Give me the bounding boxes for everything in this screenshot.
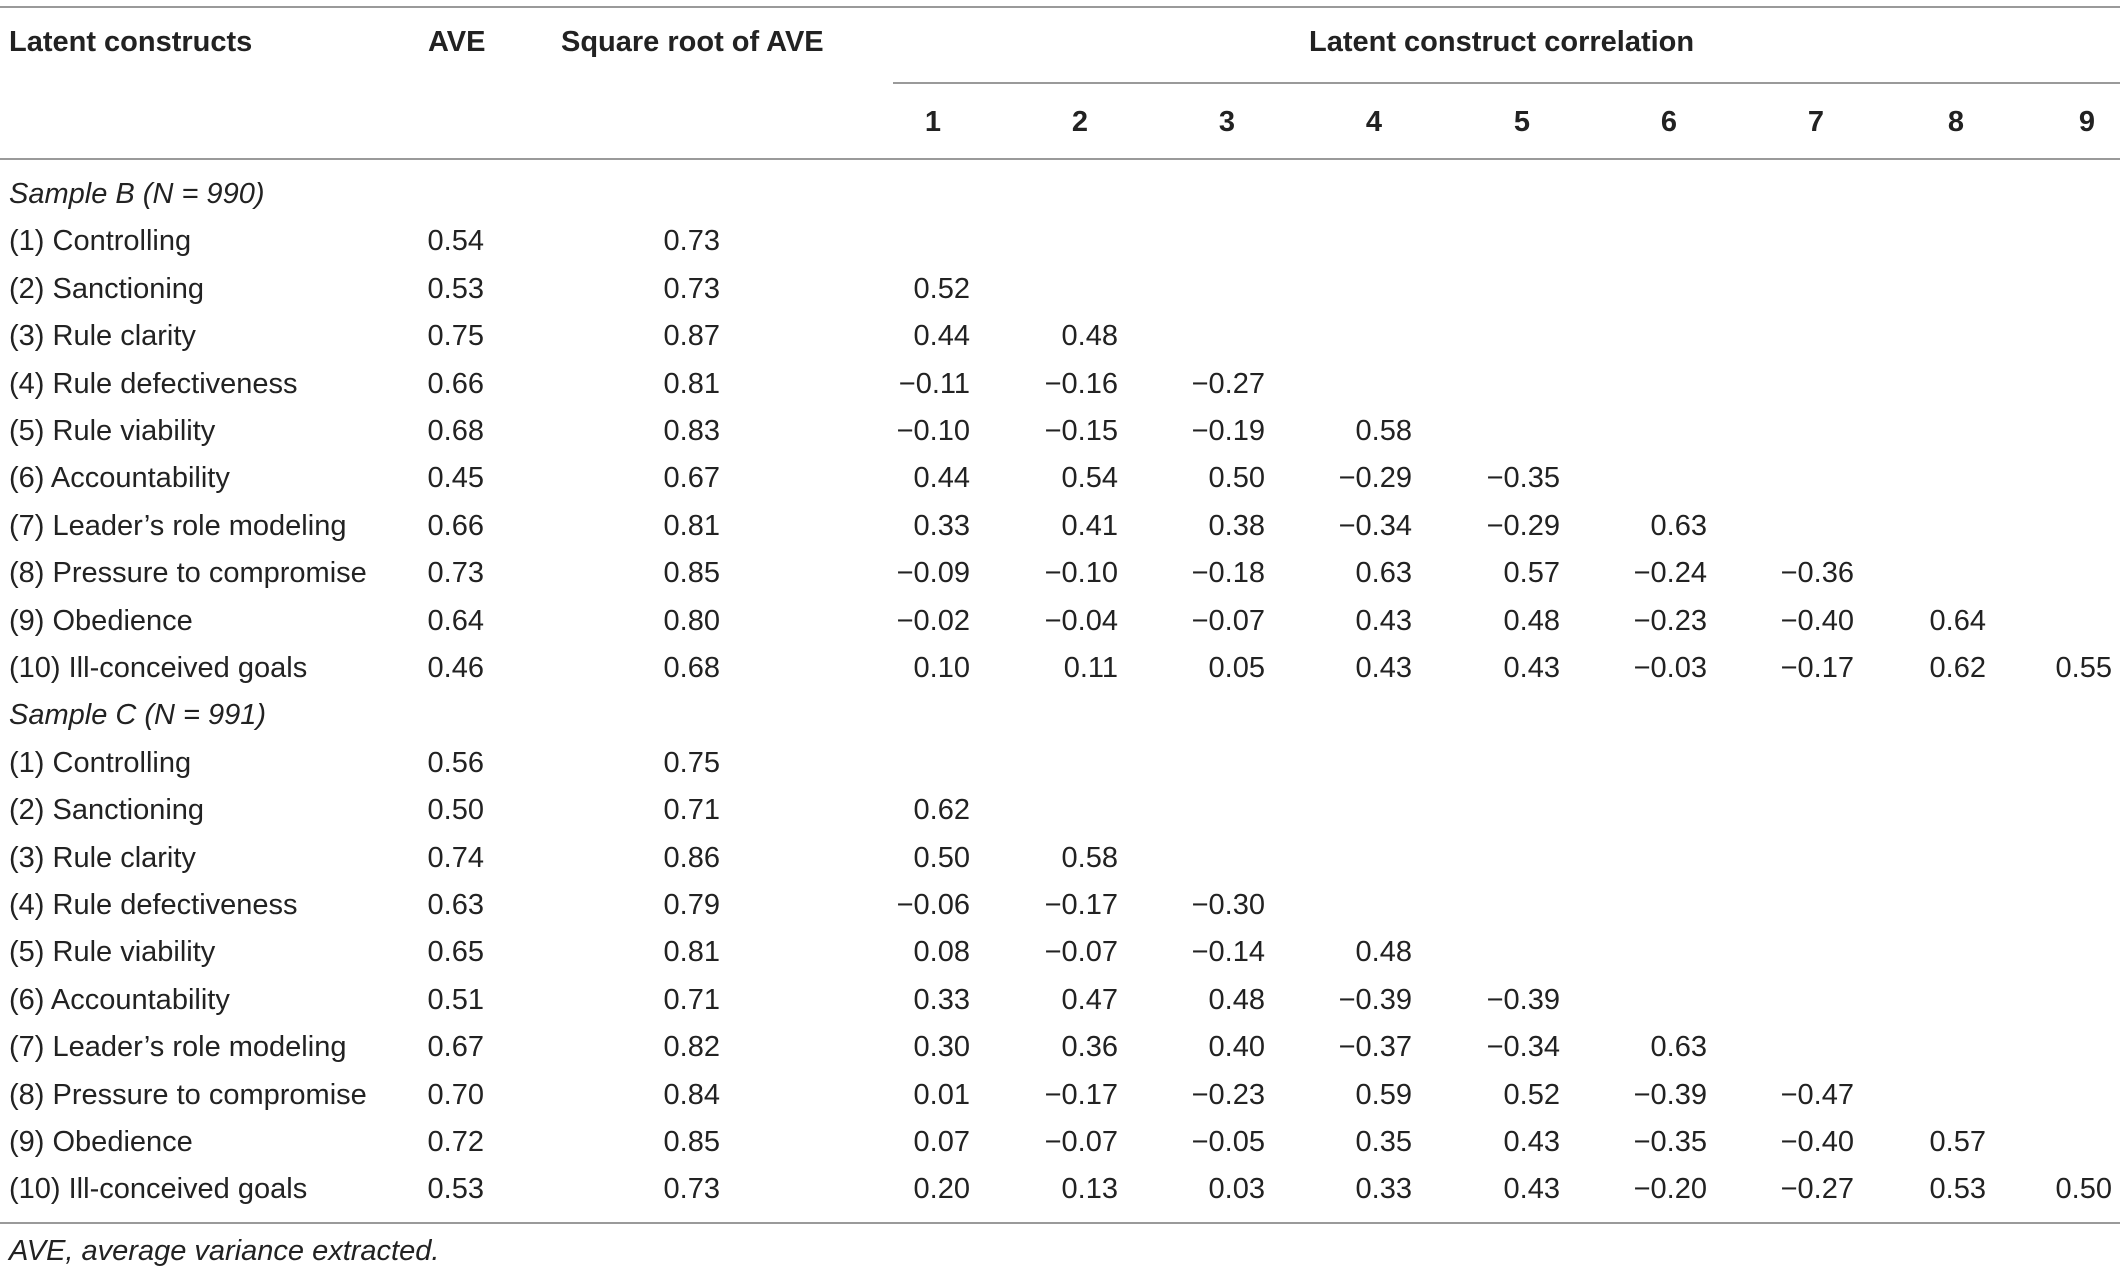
correlation-value: −0.35	[1633, 1126, 1707, 1158]
table-row	[0, 218, 2120, 265]
correlation-value: −0.07	[1044, 1126, 1118, 1158]
table-row	[0, 977, 2120, 1024]
correlation-value: 0.10	[913, 652, 970, 684]
correlation-value: −0.02	[896, 604, 970, 637]
ave-value: 0.63	[427, 889, 484, 921]
sqrt-ave-value: 0.81	[663, 936, 720, 969]
correlation-value: −0.19	[1191, 415, 1265, 447]
correlation-value: 0.52	[913, 272, 970, 305]
correlation-value: 0.62	[913, 794, 970, 827]
construct-label: (6) Accountability	[9, 462, 230, 495]
correlation-value: 0.08	[913, 936, 970, 969]
ave-value: 0.51	[427, 983, 484, 1016]
table-row	[0, 550, 2120, 597]
section-header-row	[0, 171, 2120, 218]
correlation-value: −0.36	[1780, 557, 1854, 590]
correlation-value: 0.57	[1929, 1126, 1986, 1158]
sqrt-ave-value: 0.68	[663, 652, 720, 684]
correlation-value: −0.27	[1780, 1173, 1854, 1206]
correlation-value: 0.54	[1061, 462, 1118, 495]
correlation-value: −0.10	[1044, 557, 1118, 590]
construct-label: (1) Controlling	[9, 746, 192, 779]
column-header-8: 8	[1947, 106, 1965, 138]
ave-value: 0.56	[427, 746, 484, 779]
correlation-value: −0.30	[1191, 889, 1265, 921]
ave-value: 0.46	[427, 652, 484, 684]
correlation-value: 0.50	[2055, 1173, 2112, 1206]
correlation-value: −0.09	[896, 557, 970, 590]
section-header-row	[0, 692, 2120, 739]
table-row	[0, 313, 2120, 360]
column-header-3: 3	[1218, 106, 1236, 138]
correlation-value: −0.17	[1044, 1078, 1118, 1111]
table-row	[0, 882, 2120, 929]
correlation-value: 0.57	[1503, 557, 1560, 590]
table-row	[0, 835, 2120, 882]
sqrt-ave-value: 0.73	[663, 225, 720, 258]
correlation-value: 0.11	[1063, 652, 1118, 684]
correlation-value: 0.58	[1355, 415, 1412, 447]
ave-value: 0.72	[427, 1126, 484, 1158]
construct-label: (9) Obedience	[9, 1126, 193, 1158]
construct-label: (8) Pressure to compromise	[9, 557, 367, 590]
correlation-value: −0.05	[1191, 1126, 1265, 1158]
column-header-6: 6	[1660, 106, 1678, 138]
top-rule	[0, 6, 2120, 8]
correlation-value: −0.04	[1044, 604, 1118, 637]
ave-value: 0.53	[427, 272, 484, 305]
construct-label: (4) Rule defectiveness	[9, 889, 298, 921]
correlation-value: 0.33	[913, 983, 970, 1016]
correlation-value: −0.06	[896, 889, 970, 921]
correlation-value: 0.33	[1355, 1173, 1412, 1206]
correlation-value: 0.03	[1208, 1173, 1265, 1206]
correlation-value: 0.48	[1503, 604, 1560, 637]
correlation-value: 0.64	[1929, 604, 1986, 637]
sqrt-ave-value: 0.87	[663, 320, 720, 353]
ave-value: 0.65	[427, 936, 484, 969]
sqrt-ave-value: 0.86	[663, 841, 720, 874]
ave-value: 0.73	[427, 557, 484, 590]
table-row	[0, 455, 2120, 502]
correlation-value: 0.43	[1503, 1173, 1560, 1206]
bottom-rule	[0, 1222, 2120, 1224]
correlation-value: 0.58	[1061, 841, 1118, 874]
table-row	[0, 787, 2120, 834]
correlation-value: 0.53	[1929, 1173, 1986, 1206]
header-correlation: Latent construct correlation	[1309, 26, 1695, 58]
correlation-value: −0.11	[898, 367, 970, 400]
sqrt-ave-value: 0.75	[663, 746, 720, 779]
sqrt-ave-value: 0.81	[663, 509, 720, 542]
construct-label: (10) Ill-conceived goals	[9, 1173, 308, 1206]
construct-label: (1) Controlling	[9, 225, 192, 258]
sqrt-ave-value: 0.67	[663, 462, 720, 495]
correlation-value: −0.07	[1191, 604, 1265, 637]
sqrt-ave-value: 0.71	[663, 794, 720, 827]
correlation-value: 0.05	[1208, 652, 1265, 684]
sqrt-ave-value: 0.80	[663, 604, 720, 637]
construct-label: (10) Ill-conceived goals	[9, 652, 308, 684]
correlation-value: 0.44	[913, 462, 970, 495]
correlation-value: 0.44	[913, 320, 970, 353]
correlation-value: 0.52	[1503, 1078, 1560, 1111]
table-row	[0, 929, 2120, 976]
section-title: Sample C (N = 991)	[9, 699, 267, 732]
correlation-value: 0.63	[1650, 1031, 1707, 1064]
correlation-value: 0.36	[1061, 1031, 1118, 1064]
correlation-value: 0.50	[1208, 462, 1265, 495]
correlation-value: −0.23	[1633, 604, 1707, 637]
correlation-value: −0.07	[1044, 936, 1118, 969]
construct-label: (2) Sanctioning	[9, 794, 205, 827]
table-row	[0, 1119, 2120, 1166]
ave-value: 0.74	[427, 841, 484, 874]
construct-label: (5) Rule viability	[9, 936, 216, 969]
correlation-value: 0.43	[1355, 652, 1412, 684]
column-header-2: 2	[1071, 106, 1089, 138]
construct-label: (5) Rule viability	[9, 415, 216, 447]
construct-label: (8) Pressure to compromise	[9, 1078, 367, 1111]
correlation-value: −0.34	[1486, 1031, 1560, 1064]
column-header-5: 5	[1513, 106, 1531, 138]
correlation-value: 0.20	[913, 1173, 970, 1206]
table-row	[0, 740, 2120, 787]
correlation-sub-rule	[893, 82, 2120, 84]
correlation-value: 0.55	[2055, 652, 2112, 684]
ave-value: 0.67	[427, 1031, 484, 1064]
correlation-value: 0.07	[913, 1126, 970, 1158]
correlation-value: −0.17	[1044, 889, 1118, 921]
correlation-value: 0.48	[1208, 983, 1265, 1016]
sqrt-ave-value: 0.82	[663, 1031, 720, 1064]
ave-value: 0.75	[427, 320, 484, 353]
table-row	[0, 408, 2120, 455]
correlation-value: 0.43	[1355, 604, 1412, 637]
correlation-value: 0.41	[1061, 509, 1118, 542]
ave-value: 0.64	[427, 604, 484, 637]
correlation-value: −0.40	[1780, 604, 1854, 637]
correlation-value: −0.39	[1486, 983, 1560, 1016]
sqrt-ave-value: 0.84	[663, 1078, 720, 1111]
ave-value: 0.66	[427, 367, 484, 400]
correlation-value: −0.29	[1338, 462, 1412, 495]
construct-label: (2) Sanctioning	[9, 272, 205, 305]
correlation-value: −0.27	[1191, 367, 1265, 400]
column-header-1: 1	[924, 106, 942, 138]
ave-value: 0.68	[427, 415, 484, 447]
ave-value: 0.54	[427, 225, 484, 258]
column-header-9: 9	[2078, 106, 2096, 138]
construct-label: (9) Obedience	[9, 604, 193, 637]
correlation-value: 0.13	[1061, 1173, 1118, 1206]
correlation-value: 0.35	[1355, 1126, 1412, 1158]
table-row	[0, 266, 2120, 313]
correlation-value: −0.40	[1780, 1126, 1854, 1158]
correlation-value: −0.39	[1338, 983, 1412, 1016]
correlation-value: 0.59	[1355, 1078, 1412, 1111]
correlation-value: −0.16	[1044, 367, 1118, 400]
correlation-value: −0.47	[1780, 1078, 1854, 1111]
section-title: Sample B (N = 990)	[9, 178, 265, 210]
correlation-value: 0.43	[1503, 1126, 1560, 1158]
header-latent-constructs: Latent constructs	[9, 26, 253, 58]
correlation-value: −0.15	[1044, 415, 1118, 447]
construct-label: (4) Rule defectiveness	[9, 367, 298, 400]
correlation-value: −0.23	[1191, 1078, 1265, 1111]
ave-value: 0.50	[427, 794, 484, 827]
ave-value: 0.53	[427, 1173, 484, 1206]
correlation-value: −0.03	[1633, 652, 1707, 684]
sqrt-ave-value: 0.85	[663, 1126, 720, 1158]
sqrt-ave-value: 0.79	[663, 889, 720, 921]
header-bottom-rule	[0, 158, 2120, 160]
construct-label: (3) Rule clarity	[9, 841, 196, 874]
correlation-value: 0.63	[1355, 557, 1412, 590]
correlation-value: −0.20	[1633, 1173, 1707, 1206]
sqrt-ave-value: 0.71	[663, 983, 720, 1016]
correlation-value: 0.50	[913, 841, 970, 874]
sqrt-ave-value: 0.81	[663, 367, 720, 400]
ave-value: 0.45	[427, 462, 484, 495]
table-row	[0, 645, 2120, 692]
correlation-value: 0.40	[1208, 1031, 1265, 1064]
correlation-value: 0.43	[1503, 652, 1560, 684]
construct-label: (3) Rule clarity	[9, 320, 196, 353]
correlation-value: 0.48	[1355, 936, 1412, 969]
construct-label: (6) Accountability	[9, 983, 230, 1016]
correlation-value: 0.63	[1650, 509, 1707, 542]
correlation-value: −0.18	[1191, 557, 1265, 590]
correlation-value: 0.38	[1208, 509, 1265, 542]
correlation-value: −0.24	[1633, 557, 1707, 590]
correlation-value: −0.35	[1486, 462, 1560, 495]
correlation-value: 0.47	[1061, 983, 1118, 1016]
sqrt-ave-value: 0.83	[663, 415, 720, 447]
construct-label: (7) Leader’s role modeling	[9, 1031, 347, 1064]
construct-label: (7) Leader’s role modeling	[9, 509, 347, 542]
correlation-value: −0.34	[1338, 509, 1412, 542]
column-header-7: 7	[1807, 106, 1825, 138]
correlation-value: −0.14	[1191, 936, 1265, 969]
table-footnote: AVE, average variance extracted.	[9, 1235, 440, 1267]
correlation-value: 0.48	[1061, 320, 1118, 353]
correlation-value: 0.62	[1929, 652, 1986, 684]
sqrt-ave-value: 0.73	[663, 1173, 720, 1206]
table-row	[0, 1166, 2120, 1213]
correlation-value: −0.37	[1338, 1031, 1412, 1064]
correlation-value: 0.01	[913, 1078, 970, 1111]
table-row	[0, 503, 2120, 550]
correlation-value: 0.30	[913, 1031, 970, 1064]
table-row	[0, 1072, 2120, 1119]
correlation-value: −0.29	[1486, 509, 1560, 542]
correlation-value: 0.33	[913, 509, 970, 542]
table-row	[0, 1024, 2120, 1071]
table-row	[0, 598, 2120, 645]
correlation-value: −0.39	[1633, 1078, 1707, 1111]
header-ave: AVE	[428, 26, 486, 58]
header-sqrt-ave: Square root of AVE	[561, 26, 824, 58]
sqrt-ave-value: 0.85	[663, 557, 720, 590]
correlation-value: −0.10	[896, 415, 970, 447]
sqrt-ave-value: 0.73	[663, 272, 720, 305]
ave-value: 0.70	[427, 1078, 484, 1111]
table-row	[0, 361, 2120, 408]
column-header-4: 4	[1365, 106, 1383, 138]
correlation-value: −0.17	[1780, 652, 1854, 684]
ave-value: 0.66	[427, 509, 484, 542]
